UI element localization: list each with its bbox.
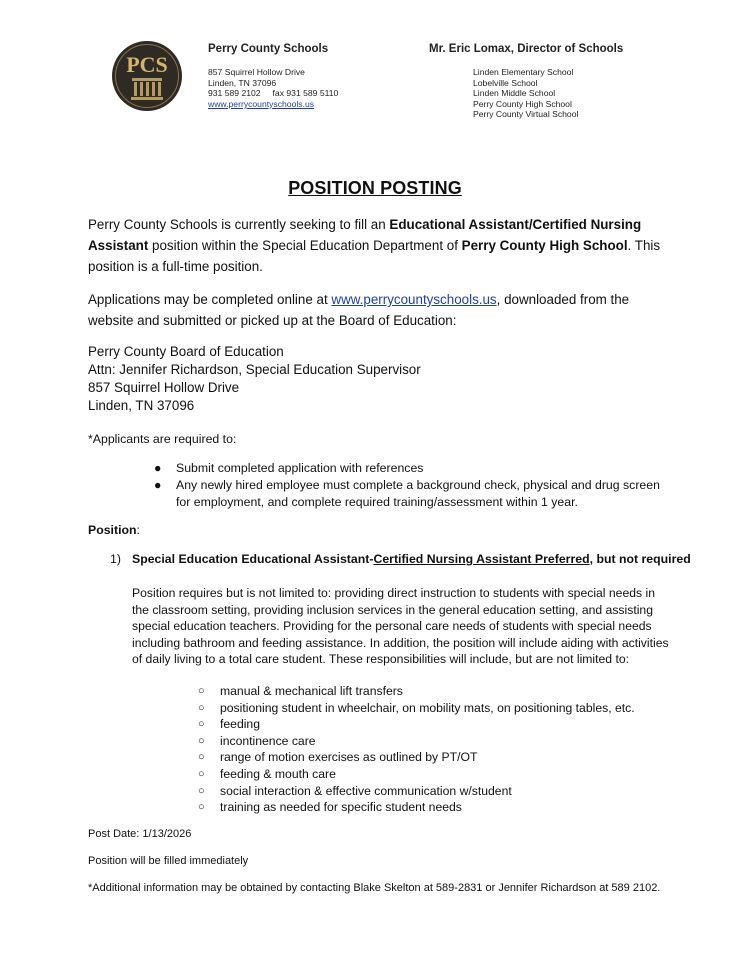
circle-bullet-icon: ○ [198, 801, 205, 814]
school-item: Lobelville School [473, 77, 538, 88]
position-label-colon: : [136, 523, 140, 537]
address-line: Perry County Board of Education [88, 344, 284, 359]
position-label [88, 523, 140, 537]
position-number: 1) [110, 552, 121, 566]
list-item [150, 477, 670, 511]
school-list [429, 67, 623, 120]
director-name: Mr. Eric Lomax, Director of Schools [429, 43, 624, 55]
phone-fax-line [208, 88, 338, 99]
fax-number: fax 931 589 5110 [272, 88, 339, 99]
position-heading-text: , but not required [589, 552, 691, 566]
circle-bullet-icon: ○ [198, 685, 205, 697]
address-line-1: 857 Squirrel Hollow Drive [208, 67, 305, 77]
website-link[interactable]: www.perrycountyschools.us [208, 98, 315, 109]
list-item [198, 683, 635, 700]
requirements-list [150, 460, 670, 511]
applications-paragraph [88, 289, 668, 331]
position-heading-underlined: Certified Nursing Assistant Preferred [373, 552, 590, 566]
applications-link[interactable]: www.perrycountyschools.us [331, 292, 497, 307]
bullet-icon: ● [154, 478, 162, 492]
duty-text: incontinence care [220, 733, 316, 748]
phone-number: 931 589 2102 [208, 88, 261, 99]
school-item: Perry County Virtual School [473, 109, 579, 120]
page-title: POSITION POSTING [288, 178, 462, 198]
requirements-intro: *Applicants are required to: [88, 432, 237, 446]
position-description: Position requires but is not limited to: providing direct instruction to students with special needs in the classroom setting, providing inclusion services in the general education setting, and assisting special education teachers. Providing for the personal care needs of students with special needs including bathroom and feeding assistance. In addition, the position will include aiding with activities of daily living to a total care student. These responsibilities will include, but are not limited to: [132, 586, 669, 667]
letterhead [0, 0, 750, 140]
address-line: Linden, TN 37096 [88, 398, 195, 413]
intro-text: position within the Special Education Department of [148, 238, 462, 253]
bullet-icon: ● [154, 461, 162, 475]
list-item [198, 799, 635, 816]
circle-bullet-icon: ○ [198, 734, 205, 747]
list-item [198, 749, 635, 766]
school-item: Linden Middle School [473, 88, 556, 99]
post-date: Post Date: 1/13/2026 [88, 828, 192, 840]
duties-list [198, 683, 635, 816]
list-item [198, 716, 635, 733]
circle-bullet-icon: ○ [198, 701, 205, 714]
duty-text: training as needed for specific student needs [220, 800, 462, 815]
address-line: 857 Squirrel Hollow Drive [88, 380, 240, 395]
position-heading-text: Special Education Educational Assistant- [132, 552, 374, 566]
list-item [150, 460, 670, 477]
org-name: Perry County Schools [208, 43, 329, 55]
fill-note: Position will be filled immediately [88, 855, 249, 867]
requirement-text: Any newly hired employee must complete a background check, physical and drug screen for employment, and complete required training/assessment within 1 year. [176, 478, 660, 509]
school-name: Perry County High School [461, 238, 628, 253]
address-line: Attn: Jennifer Richardson, Special Education Supervisor [88, 362, 421, 377]
position-heading [110, 552, 691, 566]
position-label-text: Position [88, 523, 137, 537]
duty-text: social interaction & effective communication w/student [220, 783, 512, 798]
circle-bullet-icon: ○ [198, 751, 205, 764]
list-item [198, 733, 635, 750]
position-title: Educational Assistant/Certified Nursing Assistant [88, 217, 642, 253]
contact-note: *Additional information may be obtained by contacting Blake Skelton at 589-2831 or Jennifer Richardson at 589 2102. [88, 882, 661, 894]
letterhead-contact [208, 43, 338, 109]
logo-text: PCS [126, 52, 168, 77]
circle-bullet-icon: ○ [198, 718, 205, 731]
applications-text: , downloaded from the website and submitted or picked up at the Board of Education: [88, 292, 630, 328]
mailing-address [88, 343, 421, 415]
duty-text: range of motion exercises as outlined by PT/OT [220, 750, 478, 765]
applications-text: Applications may be completed online at [88, 292, 332, 307]
list-item [198, 700, 635, 717]
duty-text: feeding [220, 717, 260, 732]
address-line-2: Linden, TN 37096 [208, 77, 277, 88]
list-item [198, 766, 635, 783]
duty-text: feeding & mouth care [220, 766, 336, 781]
intro-text: . This position is a full-time position. [88, 238, 661, 274]
requirement-text: Submit completed application with references [176, 461, 424, 475]
intro-text: Perry County Schools is currently seeking to fill an [88, 217, 390, 232]
circle-bullet-icon: ○ [198, 767, 205, 780]
duty-text: manual & mechanical lift transfers [220, 684, 403, 698]
intro-paragraph [88, 214, 668, 277]
duty-text: positioning student in wheelchair, on mobility mats, on positioning tables, etc. [220, 700, 635, 715]
letterhead-schools [429, 43, 623, 120]
school-item: Linden Elementary School [473, 67, 574, 77]
school-item: Perry County High School [473, 98, 572, 109]
list-item [198, 783, 635, 800]
circle-bullet-icon: ○ [198, 784, 205, 797]
pcs-logo [110, 40, 184, 112]
